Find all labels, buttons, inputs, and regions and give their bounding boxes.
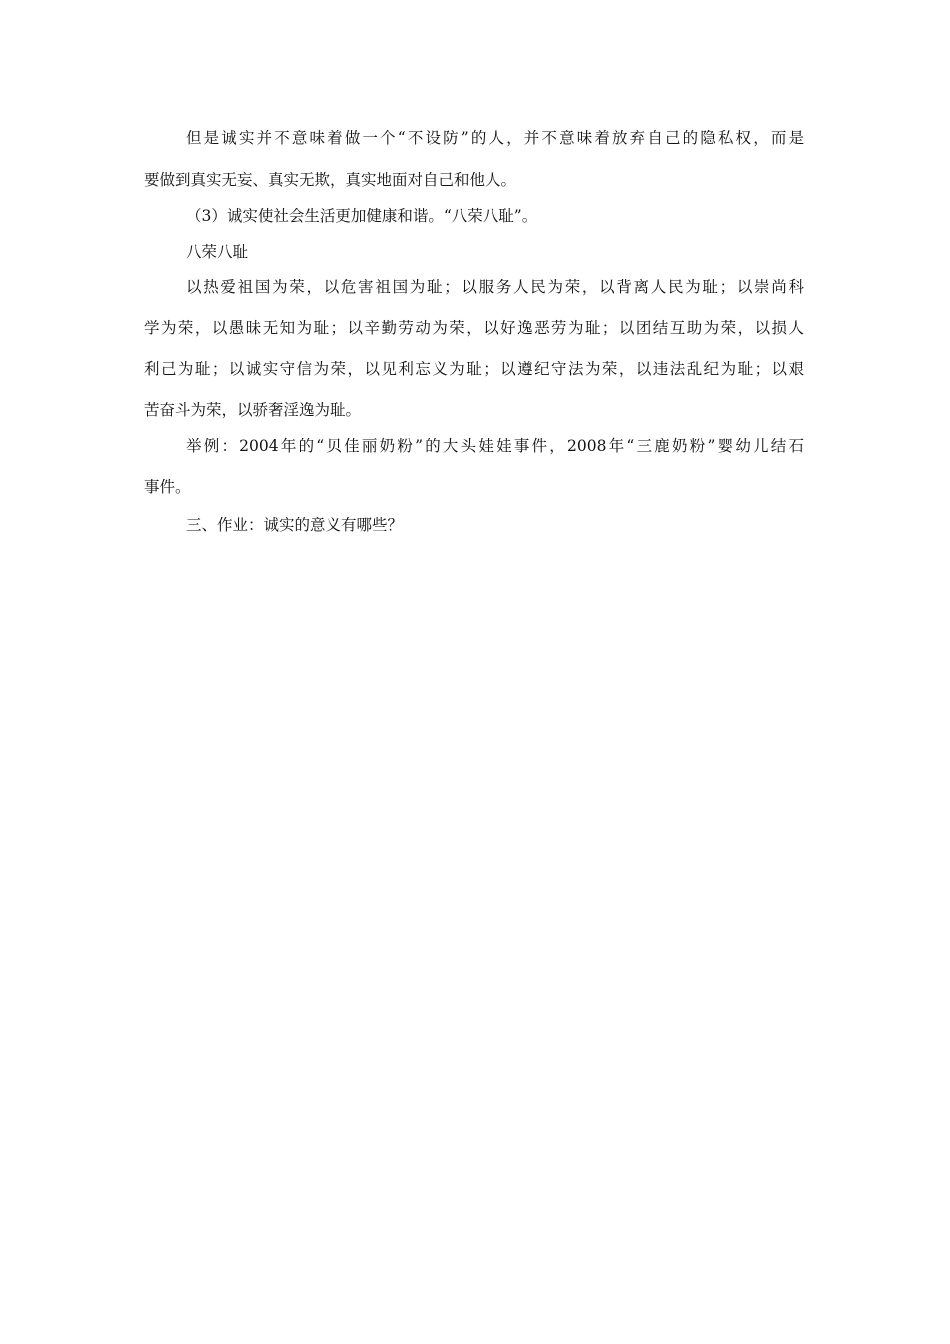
section-heading-eight-honors: 八荣八耻 [186, 243, 249, 261]
paragraph-eight-honors-line-4: 苦奋斗为荣，以骄奢淫逸为耻。 [144, 401, 362, 419]
paragraph-eight-honors-line-2: 学为荣，以愚昧无知为耻；以辛勤劳动为荣，以好逸恶劳为耻；以团结互助为荣，以损人 [144, 319, 804, 337]
paragraph-honesty-privacy-line-2: 要做到真实无妄、真实无欺，真实地面对自己和他人。 [144, 171, 517, 189]
paragraph-examples-line-1: 举例：2004年的“贝佳丽奶粉”的大头娃娃事件，2008年“三鹿奶粉”婴幼儿结石 [186, 437, 804, 455]
paragraph-social-harmony: （3）诚实使社会生活更加健康和谐。“八荣八耻”。 [186, 207, 538, 225]
paragraph-eight-honors-line-3: 利己为耻；以诚实守信为荣，以见利忘义为耻；以遵纪守法为荣，以违法乱纪为耻；以艰 [144, 360, 804, 378]
paragraph-examples-line-2: 事件。 [144, 478, 191, 496]
paragraph-honesty-privacy-line-1: 但是诚实并不意味着做一个“不设防”的人，并不意味着放弃自己的隐私权，而是 [186, 129, 804, 147]
paragraph-homework: 三、作业：诚实的意义有哪些？ [186, 516, 404, 534]
paragraph-eight-honors-line-1: 以热爱祖国为荣，以危害祖国为耻；以服务人民为荣，以背离人民为耻；以崇尚科 [186, 278, 804, 296]
